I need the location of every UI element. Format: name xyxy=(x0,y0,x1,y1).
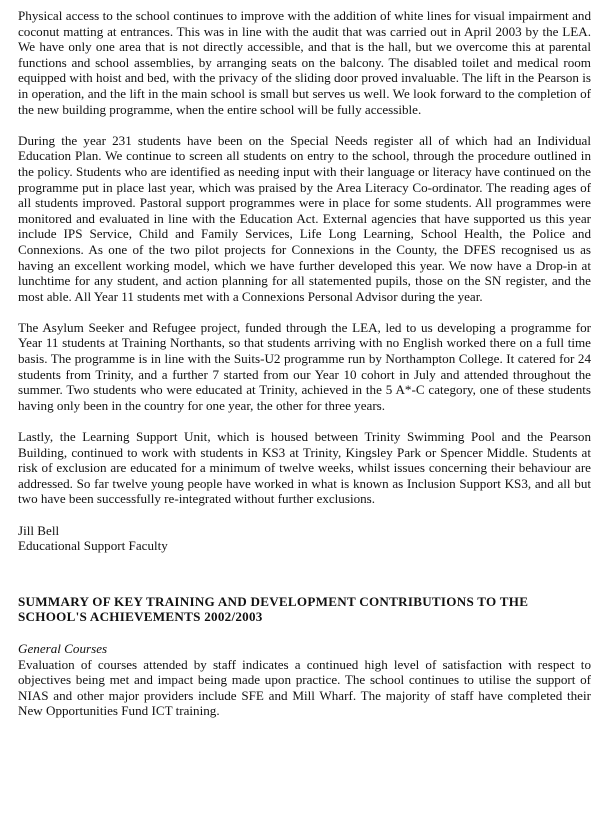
signature-block xyxy=(18,523,591,554)
paragraph-special-needs: During the year 231 students have been on the Special Needs register all of which had an Individual Education Plan. We continue to screen all students on entry to the school, through the procedure outlined in the policy. Students who are identified as needing input with their language or literacy have continued on the programme put in place last year, which was praised by the Area Literacy Co-ordinator. The reading ages of all students improved. Pastoral support programmes were in place for some students. All programmes were monitored and evaluated in line with the Education Act. External agencies that have supported us this year include IPS Service, Child and Family Services, Life Long Learning, School Health, the Police and Connexions. As one of the two pilot projects for Connexions in the County, the DFES recognised us as having an excellent working model, which we have further developed this year. We now have a Drop-in at lunchtime for any student, and action planning for all statemented pupils, those on the SN register, and the most able. All Year 11 students met with a Connexions Personal Advisor during the year. xyxy=(18,132,591,304)
document-page xyxy=(18,8,591,735)
signature-role: Educational Support Faculty xyxy=(18,538,168,554)
paragraph-physical-access: Physical access to the school continues to improve with the addition of white lines for visual impairment and coconut matting at entrances. This was in line with the audit that was carried out in April 2003 by the LEA. We have only one area that is not directly accessible, and that is the hall, but we overcome this at parental functions and school assemblies, by arranging seats on the balcony. The disabled toilet and medical room equipped with hoist and bed, with the privacy of the sliding door proved invaluable. The lift in the Pearson is in operation, and the lift in the main school is small but serves us well. We look forward to the completion of the new building programme, when the entire school will be fully accessible. xyxy=(18,8,591,117)
signature-name: Jill Bell xyxy=(18,522,60,538)
paragraph-asylum-seeker-project: The Asylum Seeker and Refugee project, funded through the LEA, led to us developing a programme for Year 11 students at Training Northants, so that students arriving with no English worked there on a full time basis. The programme is in line with the Suits-U2 programme run by Northampton College. It catered for 24 students from Trinity, and a further 7 started from our Year 10 cohort in July and attended throughout the summer. Two students who were educated at Trinity, achieved in the 5 A*-C category, one of these students having only been in the country for one year, the other for three years. xyxy=(18,319,591,413)
section-heading: SUMMARY OF KEY TRAINING AND DEVELOPMENT CONTRIBUTIONS TO THE SCHOOL'S ACHIEVEMENTS 2002/2003 xyxy=(18,593,529,625)
section-subheading: General Courses xyxy=(18,640,108,656)
paragraph-general-courses: Evaluation of courses attended by staff indicates a continued high level of satisfaction with respect to objectives being met and impact being made upon practice. The school continues to utilise the support of NIAS and other major providers include SFE and Mill Wharf. The majority of staff have completed their New Opportunities Fund ICT training. xyxy=(18,656,591,719)
paragraph-learning-support-unit: Lastly, the Learning Support Unit, which is housed between Trinity Swimming Pool and the Pearson Building, continued to work with students in KS3 at Trinity, Kingsley Park or Spencer Middle. Students at risk of exclusion are educated for a minimum of twelve weeks, whilst issues concerning their behaviour are addressed. So far twelve young people have worked in what is known as Inclusion Support KS3, and all but two have been successfully re-integrated without further exclusions. xyxy=(18,429,591,507)
